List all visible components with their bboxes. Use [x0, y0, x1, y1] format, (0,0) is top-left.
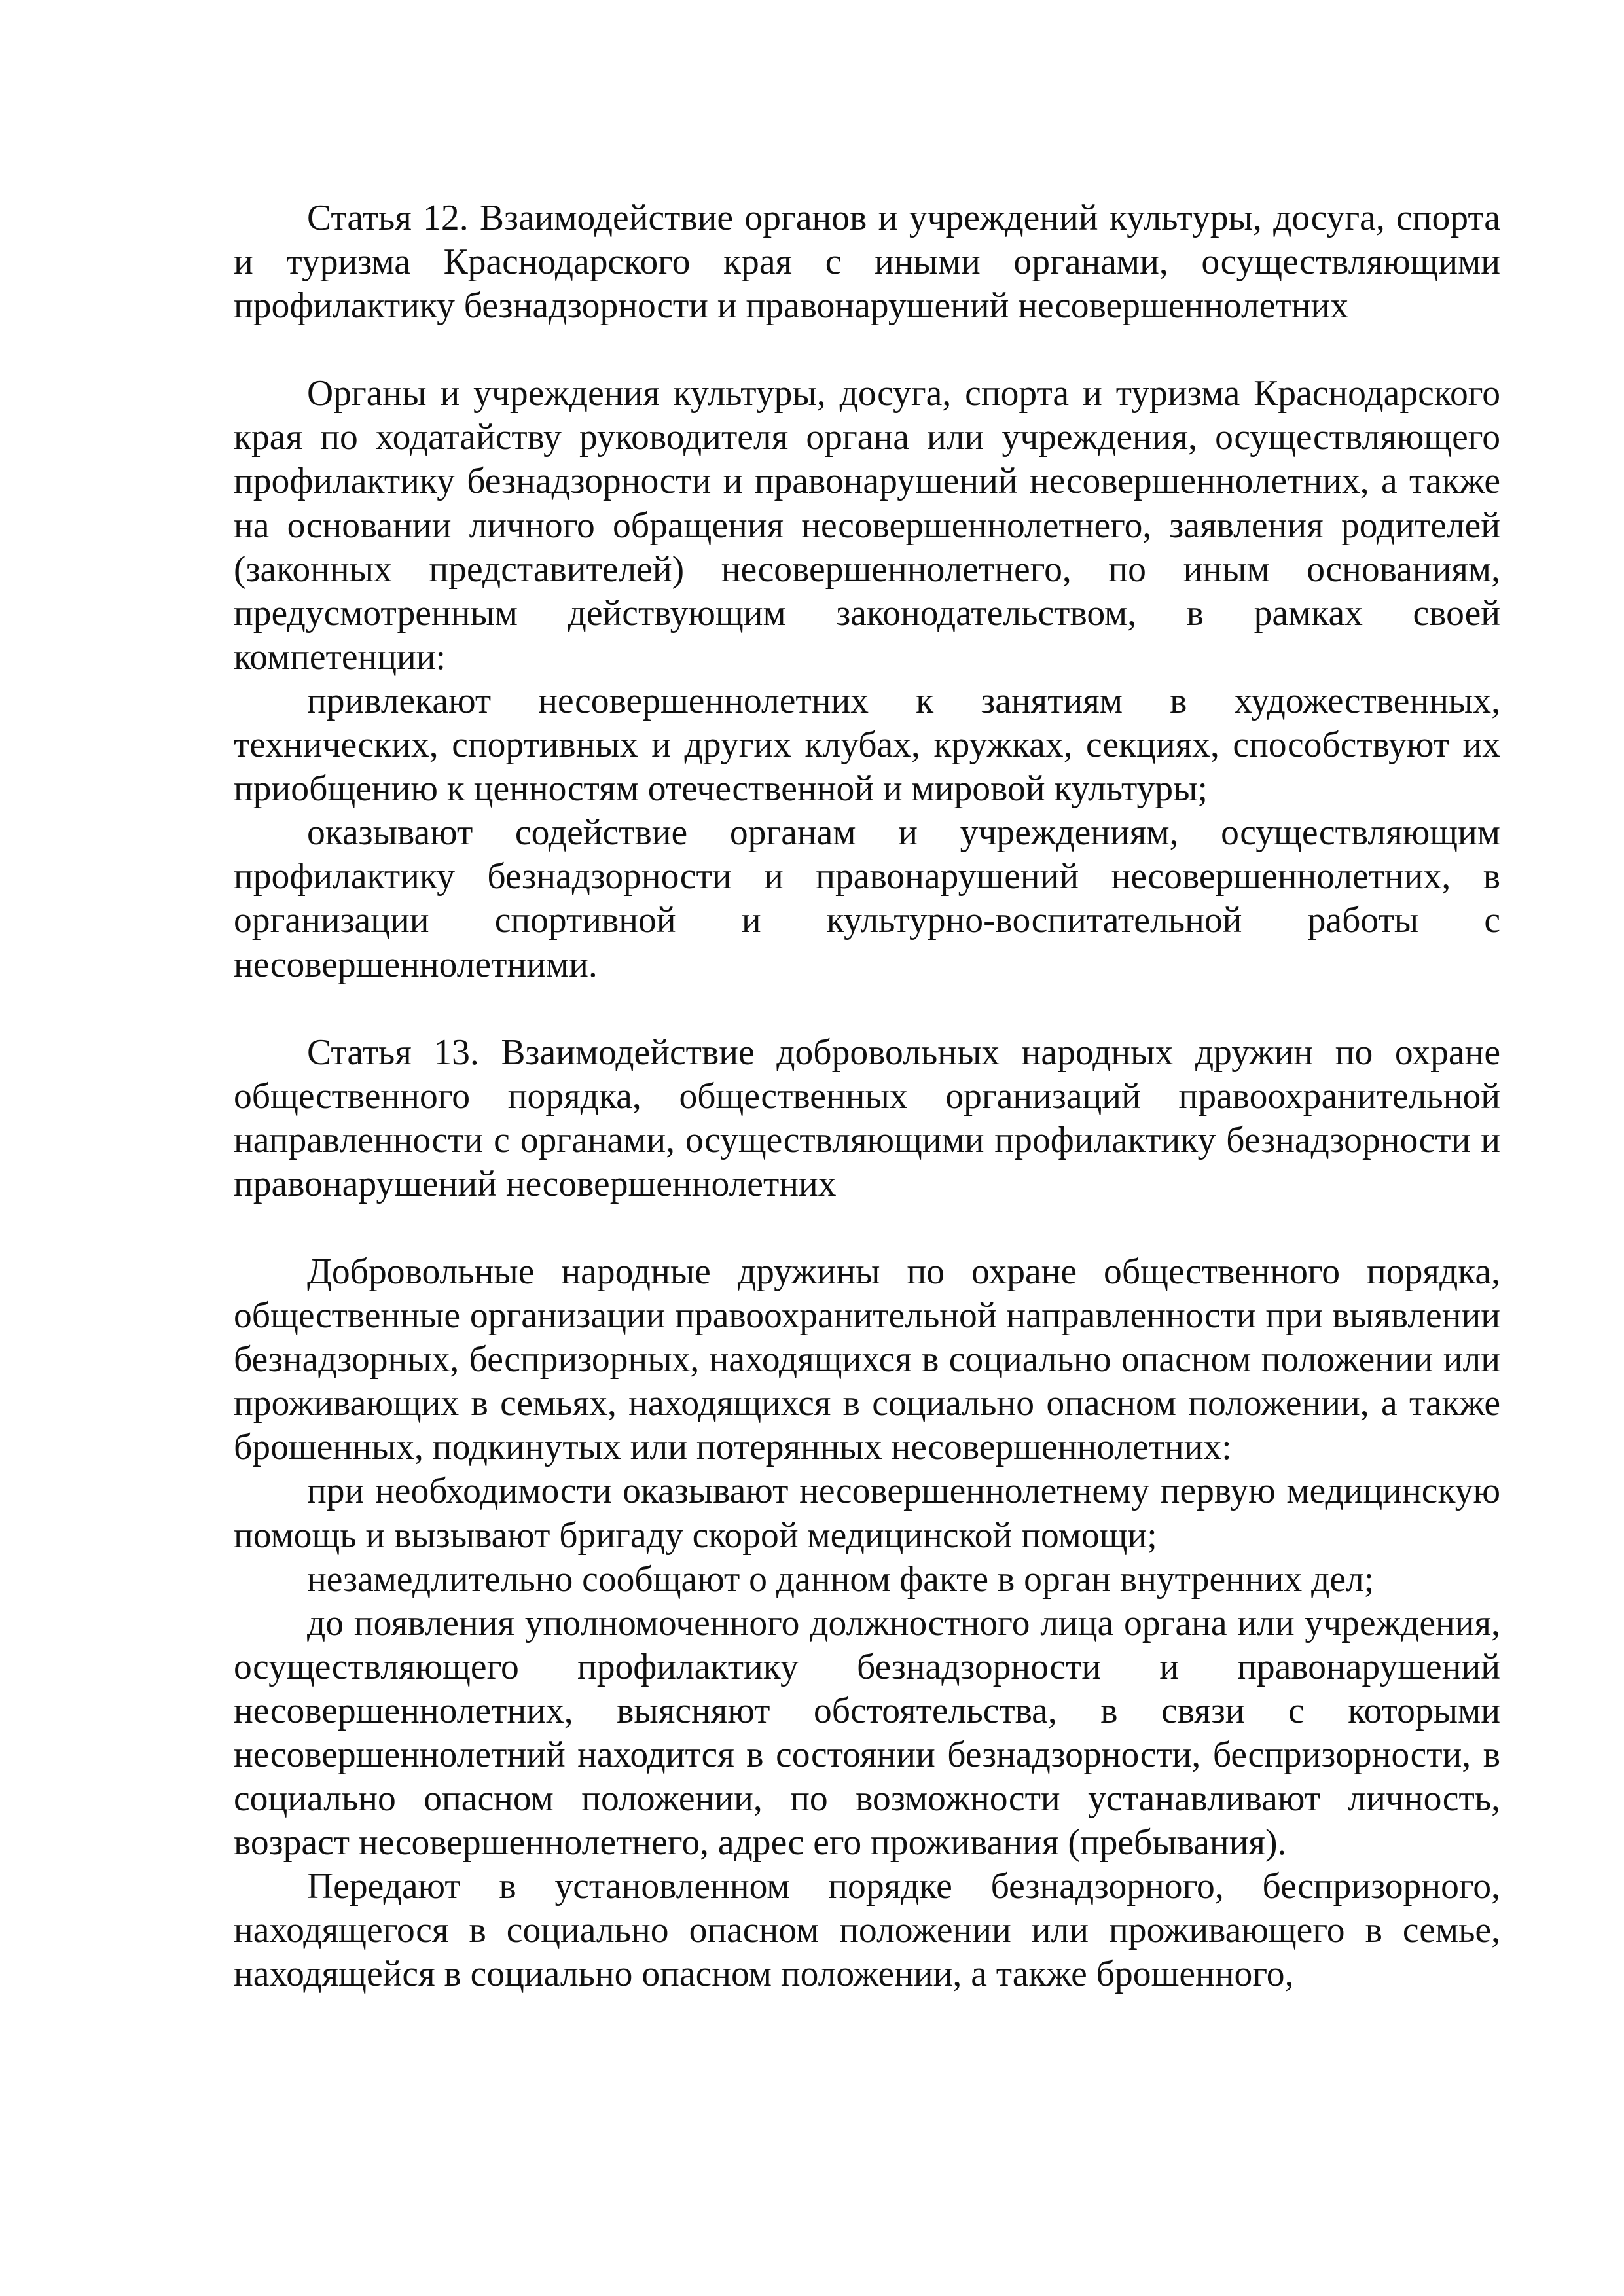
- article-13-paragraph-1: Добровольные народные дружины по охране общественного порядка, общественные организации правоохранительной направленности при выявлении безнадзорных, беспризорных, находящихся в социально опасном положении или проживающих в семьях, находящихся в социально опасном положении, а также брошенных, подкинутых или потерянных несовершеннолетних:: [234, 1251, 1500, 1468]
- article-13-paragraph-2: при необходимости оказывают несовершеннолетнему первую медицинскую помощь и вызывают бригаду скорой медицинской помощи;: [234, 1471, 1500, 1556]
- article-13-heading: Статья 13. Взаимодействие добровольных народных дружин по охране общественного порядка, общественных организаций правоохранительной направленности с органами, осуществляющими профилактику безнадзорности и правонарушений несовершеннолетних: [234, 1031, 1500, 1204]
- article-12-paragraph-3: оказывают содействие органам и учреждениям, осуществляющим профилактику безнадзорности и правонарушений несовершеннолетних, в организации спортивной и культурно-воспитательной работы с несовершеннолетними.: [234, 812, 1500, 985]
- document-body: [234, 196, 1500, 1997]
- article-13-paragraph-5: Передают в установленном порядке безнадзорного, беспризорного, находящегося в социально опасном положении или проживающего в семье, находящейся в социально опасном положении, а также брошенного,: [234, 1866, 1500, 1995]
- section-gap: [234, 987, 1500, 1031]
- article-12-heading: Статья 12. Взаимодействие органов и учреждений культуры, досуга, спорта и туризма Краснодарского края с иными органами, осуществляющими профилактику безнадзорности и правонарушений несовершеннолетних: [234, 198, 1500, 327]
- section-gap: [234, 1206, 1500, 1250]
- article-12-paragraph-1: Органы и учреждения культуры, досуга, спорта и туризма Краснодарского края по ходатайству руководителя органа или учреждения, осуществляющего профилактику безнадзорности и правонарушений несовершеннолетних, а также на основании личного обращения несовершеннолетнего, заявления родителей (законных представителей) несовершеннолетнего, по иным основаниям, предусмотренным действующим законодательством, в рамках своей компетенции:: [234, 373, 1500, 677]
- article-13-paragraph-4: до появления уполномоченного должностного лица органа или учреждения, осуществляющего профилактику безнадзорности и правонарушений несовершеннолетних, выясняют обстоятельства, в связи с которыми несовершеннолетний находится в состоянии безнадзорности, беспризорности, в социально опасном положении, по возможности устанавливают личность, возраст несовершеннолетнего, адрес его проживания (пребывания).: [234, 1602, 1500, 1863]
- section-gap: [234, 328, 1500, 372]
- article-12-paragraph-2: привлекают несовершеннолетних к занятиям в художественных, технических, спортивных и других клубах, кружках, секциях, способствуют их приобщению к ценностям отечественной и мировой культуры;: [234, 680, 1500, 810]
- article-13-paragraph-3: незамедлительно сообщают о данном факте в орган внутренних дел;: [307, 1558, 1375, 1600]
